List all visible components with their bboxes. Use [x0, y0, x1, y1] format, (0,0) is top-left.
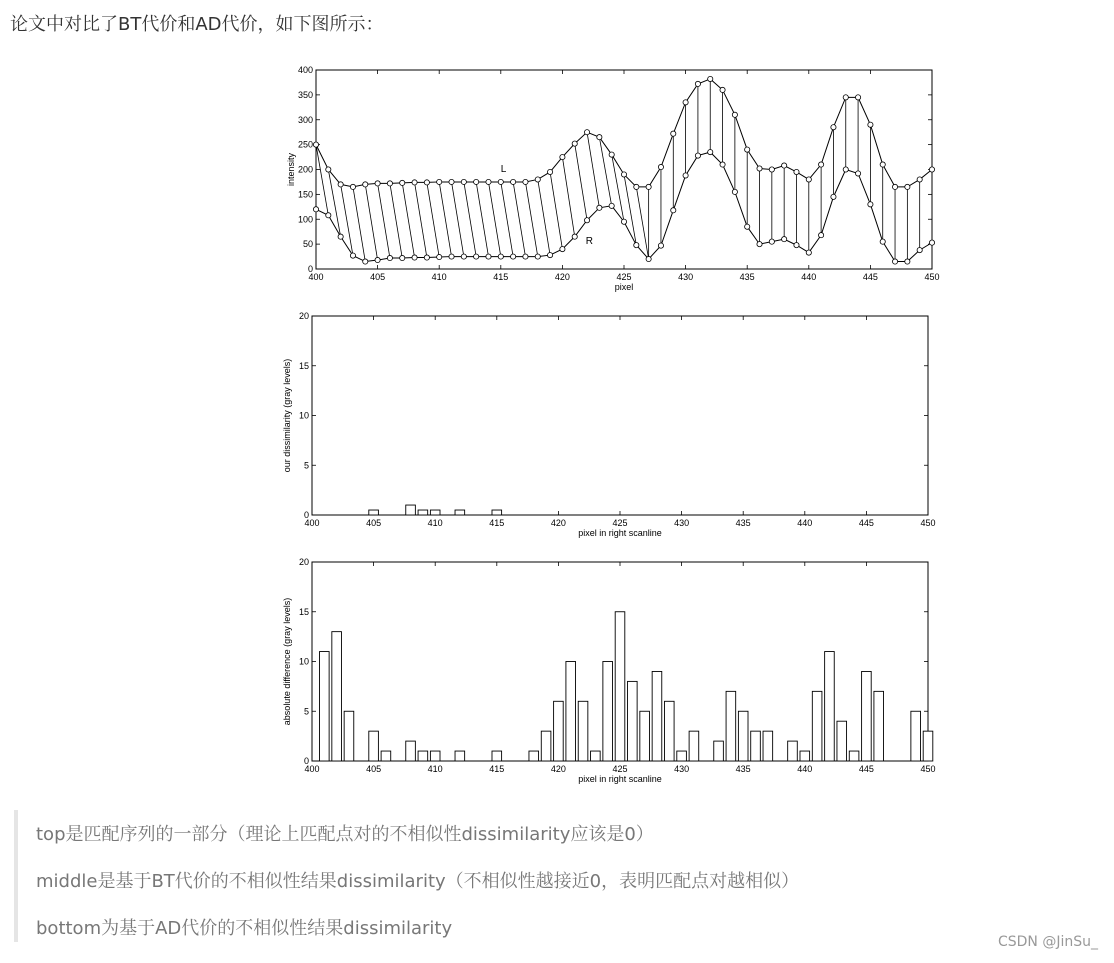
quote-line-bottom: bottom为基于AD代价的不相似性结果dissimilarity	[36, 918, 453, 939]
data-point-L	[892, 184, 897, 189]
data-point-L	[757, 166, 762, 171]
bar	[430, 751, 440, 761]
data-point-R	[474, 254, 479, 259]
data-point-R	[400, 255, 405, 260]
data-point-L	[326, 167, 331, 172]
match-line	[365, 184, 377, 260]
data-point-R	[646, 256, 651, 261]
y-tick-label: 0	[307, 264, 313, 274]
y-tick-label: 15	[298, 360, 309, 371]
data-point-L	[424, 180, 429, 185]
plot-frame	[316, 70, 932, 269]
data-point-R	[782, 237, 787, 242]
x-tick-label: 420	[550, 764, 566, 774]
x-tick-label: 450	[920, 518, 936, 528]
data-point-R	[523, 254, 528, 259]
intensity-chart	[282, 60, 952, 300]
data-point-L	[609, 152, 614, 157]
x-tick-label: 425	[612, 518, 628, 528]
x-tick-label: 445	[862, 272, 878, 282]
data-point-R	[855, 171, 860, 176]
x-tick-label: 400	[308, 272, 324, 282]
match-line	[378, 183, 390, 258]
data-point-L	[806, 177, 811, 182]
absolute-difference-chart	[282, 552, 952, 792]
data-point-L	[646, 184, 651, 189]
series-line-R	[316, 152, 932, 261]
x-tick-label: 410	[427, 518, 443, 528]
bar	[492, 510, 502, 515]
data-point-L	[720, 87, 725, 92]
x-tick-label: 405	[366, 518, 382, 528]
quote-line-top: top是匹配序列的一部分（理论上匹配点对的不相似性dissimilarity应该是0）	[36, 824, 654, 845]
match-line	[538, 179, 550, 255]
bar	[529, 751, 539, 761]
data-point-R	[671, 208, 676, 213]
bar	[369, 731, 379, 761]
data-point-L	[375, 181, 380, 186]
plot-frame	[312, 316, 928, 515]
x-tick-label: 405	[370, 272, 386, 282]
data-point-L	[547, 169, 552, 174]
data-point-R	[560, 247, 565, 252]
bar	[812, 691, 822, 761]
x-axis-label: pixel in right scanline	[578, 774, 662, 784]
data-point-L	[880, 162, 885, 167]
series-label-L: L	[500, 163, 507, 175]
data-point-L	[387, 181, 392, 186]
bar	[332, 632, 342, 761]
data-point-R	[917, 247, 922, 252]
match-line	[464, 182, 476, 257]
series-label-R: R	[585, 236, 594, 248]
bar	[689, 731, 699, 761]
bar	[615, 612, 625, 761]
y-axis-label: intensity	[286, 152, 296, 187]
bar	[628, 681, 638, 761]
y-tick-label: 350	[297, 89, 313, 100]
x-tick-label: 440	[797, 764, 813, 774]
watermark: CSDN @JinSu_	[997, 934, 1098, 950]
data-point-L	[474, 179, 479, 184]
data-point-R	[892, 259, 897, 264]
data-point-R	[572, 234, 577, 239]
data-point-L	[523, 179, 528, 184]
data-point-R	[511, 254, 516, 259]
x-tick-label: 415	[489, 518, 505, 528]
data-point-R	[424, 255, 429, 260]
bar	[455, 510, 465, 515]
y-tick-label: 150	[297, 189, 313, 200]
x-tick-label: 415	[493, 272, 509, 282]
match-line	[525, 182, 537, 257]
x-tick-label: 440	[797, 518, 813, 528]
y-tick-label: 20	[298, 557, 309, 567]
data-point-R	[831, 194, 836, 199]
data-point-R	[794, 243, 799, 248]
y-tick-label: 5	[303, 706, 309, 717]
bar	[640, 711, 650, 761]
match-line	[636, 187, 648, 259]
data-point-L	[584, 130, 589, 135]
bar	[652, 671, 662, 761]
data-point-R	[880, 239, 885, 244]
data-point-L	[338, 182, 343, 187]
x-tick-label: 420	[554, 272, 570, 282]
data-point-R	[350, 253, 355, 258]
x-tick-label: 420	[550, 518, 566, 528]
match-line	[439, 182, 451, 257]
x-tick-label: 435	[739, 272, 755, 282]
x-tick-label: 430	[678, 272, 694, 282]
data-point-L	[819, 162, 824, 167]
data-point-L	[350, 184, 355, 189]
y-tick-label: 10	[298, 656, 309, 667]
x-tick-label: 400	[304, 764, 320, 774]
x-axis-label: pixel in right scanline	[578, 528, 662, 538]
data-point-L	[437, 179, 442, 184]
y-tick-label: 0	[303, 510, 309, 520]
x-tick-label: 430	[674, 764, 690, 774]
match-line	[599, 137, 611, 206]
bar	[541, 731, 551, 761]
data-point-R	[905, 259, 910, 264]
bar	[837, 721, 847, 761]
data-point-R	[769, 239, 774, 244]
x-tick-label: 450	[924, 272, 940, 282]
y-tick-label: 15	[298, 606, 309, 617]
bar	[800, 751, 810, 761]
data-point-L	[498, 179, 503, 184]
bar	[320, 652, 330, 761]
data-point-L	[671, 131, 676, 136]
bar	[344, 711, 354, 761]
y-tick-label: 300	[297, 114, 313, 125]
x-tick-label: 410	[431, 272, 447, 282]
match-line	[390, 183, 402, 258]
x-tick-label: 445	[858, 764, 874, 774]
x-tick-label: 410	[427, 764, 443, 774]
data-point-L	[535, 177, 540, 182]
match-line	[452, 182, 464, 257]
data-point-L	[695, 81, 700, 86]
bar	[825, 652, 835, 761]
data-point-L	[313, 142, 318, 147]
bar	[578, 701, 588, 761]
bar	[874, 691, 884, 761]
y-tick-label: 250	[297, 139, 313, 150]
data-point-R	[683, 173, 688, 178]
data-point-R	[535, 254, 540, 259]
y-axis-label: our dissimilarity (gray levels)	[282, 358, 292, 473]
data-point-L	[449, 179, 454, 184]
y-tick-label: 400	[297, 65, 313, 75]
data-point-R	[843, 167, 848, 172]
match-line	[587, 132, 599, 208]
bar	[751, 731, 761, 761]
data-point-L	[658, 164, 663, 169]
data-point-L	[708, 76, 713, 81]
data-point-R	[745, 224, 750, 229]
data-point-R	[449, 254, 454, 259]
data-point-R	[597, 205, 602, 210]
data-point-L	[572, 141, 577, 146]
y-tick-label: 200	[297, 164, 313, 175]
match-line	[501, 182, 513, 257]
x-tick-label: 435	[735, 764, 751, 774]
bar	[862, 671, 872, 761]
y-tick-label: 0	[303, 756, 309, 766]
intro-text: 论文中对比了BT代价和AD代价，如下图所示：	[10, 14, 384, 35]
data-point-R	[363, 259, 368, 264]
bar	[492, 751, 502, 761]
match-line	[575, 144, 587, 221]
data-point-R	[486, 254, 491, 259]
data-point-R	[375, 257, 380, 262]
x-tick-label: 435	[735, 518, 751, 528]
data-point-L	[363, 182, 368, 187]
data-point-R	[412, 255, 417, 260]
x-tick-label: 415	[489, 764, 505, 774]
bar	[677, 751, 687, 761]
bar	[406, 741, 416, 761]
x-tick-label: 400	[304, 518, 320, 528]
data-point-L	[412, 180, 417, 185]
match-line	[316, 145, 328, 216]
data-point-L	[732, 112, 737, 117]
x-axis-label: pixel	[614, 282, 634, 292]
match-line	[427, 182, 439, 257]
bar	[591, 751, 601, 761]
bar	[664, 701, 674, 761]
data-point-R	[609, 203, 614, 208]
bar	[455, 751, 465, 761]
y-tick-label: 100	[297, 214, 313, 225]
data-point-L	[560, 154, 565, 159]
blockquote	[14, 810, 1108, 942]
data-point-R	[387, 255, 392, 260]
match-line	[562, 157, 574, 237]
data-point-L	[905, 184, 910, 189]
data-point-L	[794, 169, 799, 174]
data-point-L	[868, 122, 873, 127]
bar	[923, 731, 933, 761]
data-point-L	[917, 177, 922, 182]
bar	[849, 751, 859, 761]
data-point-R	[621, 219, 626, 224]
data-point-L	[855, 95, 860, 100]
data-point-L	[511, 179, 516, 184]
data-point-R	[720, 162, 725, 167]
data-point-R	[868, 202, 873, 207]
bar	[554, 701, 564, 761]
bar	[381, 751, 391, 761]
x-tick-label: 425	[616, 272, 632, 282]
y-tick-label: 20	[298, 311, 309, 321]
bar	[418, 751, 428, 761]
bar	[714, 741, 724, 761]
bar	[738, 711, 748, 761]
bar	[418, 510, 428, 515]
data-point-L	[745, 147, 750, 152]
bar	[369, 510, 379, 515]
data-point-R	[338, 234, 343, 239]
data-point-L	[683, 100, 688, 105]
data-point-R	[929, 240, 934, 245]
y-tick-label: 10	[298, 410, 309, 421]
x-tick-label: 430	[674, 518, 690, 528]
bar	[726, 691, 736, 761]
bar	[763, 731, 773, 761]
series-line-L	[316, 79, 932, 187]
data-point-L	[929, 167, 934, 172]
data-point-R	[708, 149, 713, 154]
data-point-R	[584, 218, 589, 223]
data-point-R	[757, 242, 762, 247]
match-line	[415, 182, 427, 257]
data-point-R	[695, 153, 700, 158]
our-dissimilarity-chart	[282, 306, 952, 546]
data-point-L	[400, 180, 405, 185]
data-point-L	[486, 179, 491, 184]
match-line	[402, 183, 414, 258]
x-tick-label: 440	[801, 272, 817, 282]
x-tick-label: 405	[366, 764, 382, 774]
data-point-L	[782, 163, 787, 168]
match-line	[488, 182, 500, 257]
data-point-R	[634, 243, 639, 248]
data-point-R	[461, 254, 466, 259]
match-line	[513, 182, 525, 257]
data-point-L	[621, 172, 626, 177]
data-point-R	[819, 233, 824, 238]
y-tick-label: 5	[303, 460, 309, 471]
match-line	[341, 184, 353, 255]
x-tick-label: 445	[858, 518, 874, 528]
bar	[603, 662, 613, 762]
match-lines	[316, 79, 932, 262]
data-point-L	[843, 95, 848, 100]
data-point-R	[313, 207, 318, 212]
match-line	[353, 187, 365, 262]
data-point-R	[732, 189, 737, 194]
match-line	[476, 182, 488, 257]
bar	[788, 741, 798, 761]
x-tick-label: 425	[612, 764, 628, 774]
data-point-L	[597, 135, 602, 140]
data-point-R	[806, 250, 811, 255]
data-point-L	[461, 179, 466, 184]
data-point-R	[326, 213, 331, 218]
match-line	[550, 172, 562, 249]
bar	[430, 510, 440, 515]
bar	[911, 711, 921, 761]
bar	[406, 505, 416, 515]
y-tick-label: 50	[302, 239, 313, 250]
data-point-R	[498, 254, 503, 259]
x-tick-label: 450	[920, 764, 936, 774]
data-point-L	[769, 167, 774, 172]
bar	[566, 662, 576, 762]
data-point-R	[658, 243, 663, 248]
quote-line-middle: middle是基于BT代价的不相似性结果dissimilarity（不相似性越接近0，表明匹配点对越相似）	[36, 871, 800, 892]
data-point-R	[437, 254, 442, 259]
data-point-R	[547, 252, 552, 257]
data-point-L	[831, 125, 836, 130]
y-axis-label: absolute difference (gray levels)	[282, 597, 292, 726]
data-point-L	[634, 184, 639, 189]
